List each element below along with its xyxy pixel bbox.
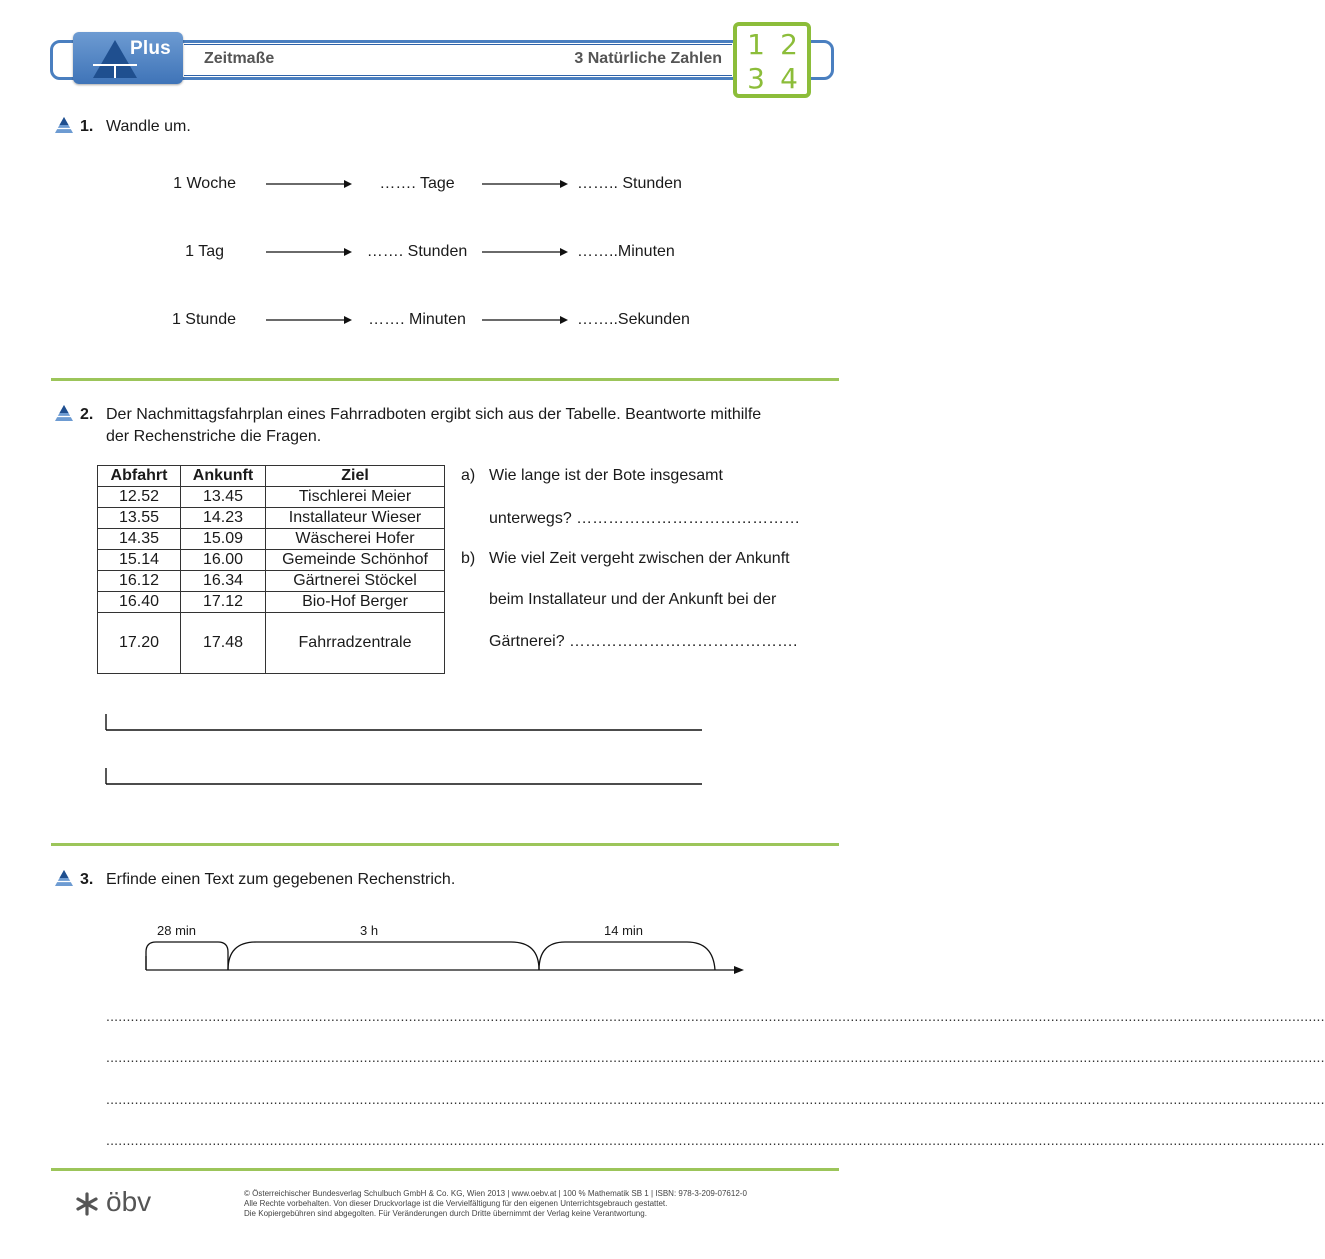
digit-1: 1 — [747, 28, 765, 61]
header-destination: Ziel — [266, 466, 445, 487]
header-departure: Abfahrt — [98, 466, 181, 487]
departure-cell: 15.14 — [98, 550, 181, 571]
header-rule-top — [184, 44, 732, 45]
header-rule-bottom — [184, 75, 732, 76]
table-row — [98, 487, 445, 508]
arrival-cell: 16.00 — [181, 550, 266, 571]
conversion-mid: ……. Tage — [379, 175, 455, 192]
destination-cell: Tischlerei Meier — [266, 487, 445, 508]
publisher-logo: öbv — [106, 1186, 152, 1217]
question-a-line1: Wie lange ist der Bote insgesamt — [489, 467, 723, 484]
table-row — [98, 550, 445, 571]
departure-cell: 13.55 — [98, 508, 181, 529]
question-b-line1: Wie viel Zeit vergeht zwischen der Ankunft — [489, 550, 790, 567]
arrow-right-icon — [266, 178, 352, 190]
arrow-right-icon — [266, 246, 352, 258]
answer-line[interactable]: .......................................................................................................................................................................................................................................................................................................... — [106, 1091, 1325, 1107]
question-b-line3[interactable]: Gärtnerei? ……………………………………. — [489, 633, 798, 650]
task-2-number: 2. — [80, 406, 94, 423]
footer-line-3: Die Kopiergebühren sind abgegolten. Für Veränderungen durch Dritte übernimmt der Verlag keine Verantwortung. — [244, 1209, 647, 1218]
conversion-end: …….. Stunden — [577, 175, 682, 192]
arrow-right-icon — [482, 178, 568, 190]
conversion-mid: ……. Minuten — [368, 311, 466, 328]
conversion-mid: ……. Stunden — [366, 243, 468, 260]
table-row — [98, 592, 445, 613]
section-separator — [51, 843, 839, 846]
task-1-number: 1. — [80, 118, 94, 135]
departure-cell: 16.40 — [98, 592, 181, 613]
destination-cell: Gemeinde Schönhof — [266, 550, 445, 571]
departure-cell: 12.52 — [98, 487, 181, 508]
chapter-title: 3 Natürliche Zahlen — [574, 50, 722, 67]
publisher-mark-icon — [73, 1190, 103, 1218]
digit-2: 2 — [780, 28, 798, 61]
table-row — [98, 508, 445, 529]
table-row — [98, 613, 445, 674]
table-row — [98, 529, 445, 550]
question-b-line2: beim Installateur und der Ankunft bei der — [489, 591, 777, 608]
conversion-end: ……..Sekunden — [577, 311, 690, 328]
number-line-1[interactable] — [104, 712, 706, 734]
arrow-right-icon — [482, 314, 568, 326]
rechenstrich-diagram — [140, 938, 750, 978]
topic-title: Zeitmaße — [204, 50, 275, 67]
arrival-cell: 16.34 — [181, 571, 266, 592]
arrival-cell: 17.12 — [181, 592, 266, 613]
departure-cell: 14.35 — [98, 529, 181, 550]
conversion-start: 1 Stunde — [171, 311, 236, 328]
level-triangle-icon — [54, 116, 74, 134]
header-arrival: Ankunft — [181, 466, 266, 487]
departure-cell: 16.12 — [98, 571, 181, 592]
task-3-number: 3. — [80, 871, 94, 888]
arrow-right-icon — [482, 246, 568, 258]
answer-line[interactable]: .......................................................................................................................................................................................................................................................................................................... — [106, 1008, 1325, 1024]
footer-line-2: Alle Rechte vorbehalten. Von dieser Druckvorlage ist die Vervielfältigung für den eigenen Unterrichtsgebrauch gestattet. — [244, 1199, 668, 1208]
digit-3: 3 — [747, 62, 765, 95]
level-triangle-icon — [54, 404, 74, 422]
section-separator — [51, 1168, 839, 1171]
arrival-cell: 14.23 — [181, 508, 266, 529]
table-header-row — [98, 466, 445, 487]
footer-line-1: © Österreichischer Bundesverlag Schulbuch GmbH & Co. KG, Wien 2013 | www.oebv.at | 100 % Mathematik SB 1 | ISBN: 978-3-209-07612-0 — [244, 1189, 747, 1198]
segment-label-1: 28 min — [157, 923, 197, 938]
question-a-label: a) — [461, 467, 476, 484]
answer-line[interactable]: .......................................................................................................................................................................................................................................................................................................... — [106, 1132, 1325, 1148]
conversion-start: 1 Tag — [185, 243, 224, 260]
departure-cell: 17.20 — [98, 613, 181, 674]
destination-cell: Wäscherei Hofer — [266, 529, 445, 550]
destination-cell: Installateur Wieser — [266, 508, 445, 529]
level-triangle-icon — [54, 869, 74, 887]
task-2-instruction-line1: Der Nachmittagsfahrplan eines Fahrradboten ergibt sich aus der Tabelle. Beantworte mithilfe — [106, 406, 762, 423]
arrival-cell: 17.48 — [181, 613, 266, 674]
destination-cell: Gärtnerei Stöckel — [266, 571, 445, 592]
table-row — [98, 571, 445, 592]
footer-copyright — [244, 1189, 844, 1219]
task-1-instruction: Wandle um. — [106, 118, 191, 135]
segment-label-2: 3 h — [360, 923, 379, 938]
arrival-cell: 13.45 — [181, 487, 266, 508]
segment-label-3: 14 min — [604, 923, 644, 938]
destination-cell: Fahrradzentrale — [266, 613, 445, 674]
conversion-start: 1 Woche — [173, 175, 236, 192]
chapter-number-box — [733, 22, 811, 98]
arrival-cell: 15.09 — [181, 529, 266, 550]
timetable — [97, 465, 445, 674]
number-line-2[interactable] — [104, 766, 706, 788]
logo-text: Plus — [130, 38, 171, 59]
task-3-instruction: Erfinde einen Text zum gegebenen Rechenstrich. — [106, 871, 456, 888]
answer-line[interactable]: .......................................................................................................................................................................................................................................................................................................... — [106, 1049, 1325, 1065]
question-b-label: b) — [461, 550, 476, 567]
task-2-instruction-line2: der Rechenstriche die Fragen. — [106, 428, 322, 445]
arrow-right-icon — [266, 314, 352, 326]
section-separator — [51, 378, 839, 381]
digit-4: 4 — [780, 62, 798, 95]
destination-cell: Bio-Hof Berger — [266, 592, 445, 613]
conversion-end: ……..Minuten — [577, 243, 675, 260]
question-a-line2[interactable]: unterwegs? …………………………………… — [489, 510, 801, 527]
